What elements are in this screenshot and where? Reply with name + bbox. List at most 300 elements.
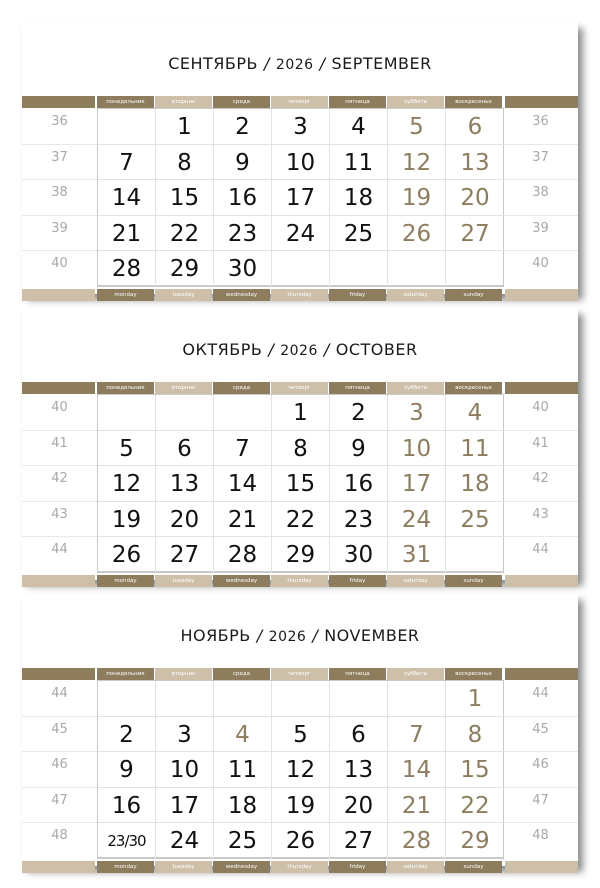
week-number-left: 44 (51, 686, 68, 701)
day-number: 22 (169, 220, 200, 247)
day-number: 1 (467, 686, 483, 712)
row-divider (22, 787, 97, 788)
day-cell (156, 251, 214, 287)
day-number: 15 (460, 757, 490, 783)
row-divider (22, 465, 97, 466)
footer-edge (505, 575, 578, 587)
day-number: 28 (227, 542, 258, 568)
day-number: 25 (227, 828, 258, 854)
weekday-label-ru: пятница (329, 668, 386, 680)
day-cell (272, 502, 330, 538)
day-cell (214, 752, 272, 788)
weekday-label-en: monday (97, 861, 154, 873)
day-cell (388, 681, 446, 717)
day-cell (446, 395, 504, 431)
row-divider (503, 144, 578, 145)
row-divider (503, 430, 578, 431)
day-number: 27 (460, 220, 490, 247)
footer-edge (22, 289, 95, 301)
day-cell (388, 431, 446, 467)
day-cell (98, 466, 156, 502)
weekday-label-en: friday (329, 861, 386, 873)
day-number: 18 (227, 792, 258, 819)
month-block (22, 22, 578, 298)
week-number-left: 36 (51, 114, 68, 129)
day-cell (98, 681, 156, 717)
day-number: 26 (285, 828, 316, 854)
week-number-right: 47 (532, 792, 549, 808)
day-cell (388, 466, 446, 502)
day-number: 20 (343, 792, 374, 819)
day-cell (446, 145, 504, 181)
day-number: 23/30 (107, 832, 146, 850)
day-number: 19 (111, 506, 142, 533)
header-edge (22, 382, 95, 394)
weekday-label-en: tuesday (155, 575, 212, 587)
day-number: 5 (409, 114, 424, 140)
header-edge (505, 96, 578, 108)
day-cell (446, 823, 504, 859)
day-cell (98, 109, 156, 145)
header-edge (505, 382, 578, 394)
day-number: 12 (401, 149, 432, 176)
row-divider (22, 144, 97, 145)
day-cell (214, 823, 272, 859)
weekday-label-en: wednesday (213, 575, 270, 587)
day-number: 3 (177, 721, 192, 748)
day-number: 20 (169, 506, 200, 533)
date-grid (97, 394, 504, 573)
day-number: 13 (460, 149, 490, 176)
title-separator: / (268, 340, 275, 359)
date-grid (97, 680, 504, 859)
day-cell (388, 717, 446, 753)
day-cell (214, 466, 272, 502)
day-cell (156, 823, 214, 859)
weekday-label-en: tuesday (155, 289, 212, 301)
title-separator: / (256, 626, 263, 645)
week-number-right: 36 (532, 114, 549, 129)
day-number: 12 (285, 757, 316, 783)
week-number-right: 44 (532, 542, 549, 557)
week-number-right: 46 (532, 757, 549, 772)
weekday-label-ru: вторник (155, 96, 212, 108)
row-divider (503, 501, 578, 502)
day-number: 8 (293, 435, 308, 462)
week-number-left: 48 (51, 828, 68, 843)
row-divider (22, 501, 97, 502)
day-number: 2 (235, 114, 250, 140)
weekday-label-ru: суббота (387, 382, 444, 394)
day-number: 2 (119, 721, 134, 748)
day-number: 27 (343, 828, 374, 854)
weekday-label-en: monday (97, 575, 154, 587)
day-number: 17 (401, 471, 432, 497)
day-cell (214, 681, 272, 717)
day-cell (98, 431, 156, 467)
day-cell (272, 395, 330, 431)
week-number-right: 45 (532, 721, 549, 737)
weekday-label-en: wednesday (213, 289, 270, 301)
row-divider (22, 250, 97, 251)
day-cell (388, 180, 446, 216)
year-label: 2026 (268, 629, 307, 645)
weekday-footer-en (22, 289, 578, 301)
day-cell (156, 537, 214, 573)
day-number: 11 (227, 757, 258, 783)
day-cell (214, 251, 272, 287)
day-cell (272, 788, 330, 824)
weekday-label-en: sunday (445, 289, 502, 301)
day-cell (446, 180, 504, 216)
day-cell (330, 145, 388, 181)
week-number-right: 48 (532, 828, 549, 843)
week-number-right: 43 (532, 506, 549, 522)
month-block (22, 308, 578, 584)
day-cell (156, 216, 214, 252)
day-cell (156, 109, 214, 145)
weekday-label-en: friday (329, 289, 386, 301)
day-number: 22 (460, 792, 490, 819)
week-number-left: 38 (51, 185, 68, 200)
week-number-right: 41 (532, 435, 549, 451)
day-number: 8 (177, 149, 192, 176)
day-cell (214, 717, 272, 753)
footer-edge (22, 575, 95, 587)
day-number: 20 (460, 185, 490, 211)
day-number: 1 (177, 114, 192, 140)
day-cell (330, 681, 388, 717)
week-number-right: 40 (532, 400, 549, 415)
day-cell (388, 788, 446, 824)
day-cell (272, 752, 330, 788)
row-divider (503, 250, 578, 251)
week-number-left: 40 (51, 400, 68, 415)
day-number: 16 (343, 471, 374, 497)
weekday-label-ru: вторник (155, 668, 212, 680)
weekday-label-en: saturday (387, 289, 444, 301)
title-separator: / (264, 54, 270, 73)
day-number: 6 (177, 435, 192, 462)
weekday-label-ru: четверг (271, 382, 328, 394)
day-number: 21 (111, 220, 142, 247)
row-divider (503, 787, 578, 788)
day-cell (98, 752, 156, 788)
day-number: 5 (119, 435, 134, 462)
day-cell (272, 216, 330, 252)
weekday-label-en: saturday (387, 575, 444, 587)
row-divider (503, 179, 578, 180)
week-number-right: 37 (532, 149, 549, 165)
day-number: 4 (467, 400, 483, 426)
day-number: 7 (409, 721, 424, 748)
day-number: 14 (401, 757, 432, 783)
day-number: 14 (111, 185, 142, 211)
title-separator: / (323, 340, 330, 359)
day-cell (272, 431, 330, 467)
day-cell (446, 717, 504, 753)
day-number: 29 (285, 542, 316, 568)
header-edge (22, 96, 95, 108)
row-divider (22, 536, 97, 537)
day-number: 3 (409, 400, 424, 426)
day-cell (446, 431, 504, 467)
week-number-left: 43 (51, 506, 68, 522)
day-cell (330, 216, 388, 252)
day-number: 6 (351, 721, 366, 748)
month-name-ru: НОЯБРЬ (180, 626, 251, 645)
day-cell (388, 502, 446, 538)
weekday-label-en: thursday (271, 575, 328, 587)
week-number-right: 38 (532, 185, 549, 200)
day-number: 24 (285, 220, 316, 247)
day-cell (330, 180, 388, 216)
weekday-label-en: thursday (271, 289, 328, 301)
day-cell (272, 180, 330, 216)
day-number: 8 (467, 721, 483, 748)
day-number: 14 (227, 471, 258, 497)
day-cell (446, 466, 504, 502)
day-cell (156, 395, 214, 431)
date-grid (97, 108, 504, 287)
day-cell (214, 109, 272, 145)
day-cell (272, 537, 330, 573)
day-number: 31 (401, 542, 432, 568)
weekday-header-ru (22, 668, 578, 680)
day-cell (388, 395, 446, 431)
day-cell (330, 502, 388, 538)
row-divider (503, 822, 578, 823)
day-number: 28 (401, 828, 432, 854)
header-edge (22, 668, 95, 680)
title-separator: / (319, 54, 326, 73)
day-cell (214, 431, 272, 467)
day-cell (98, 395, 156, 431)
weekday-label-ru: воскресенье (445, 96, 502, 108)
weekday-label-ru: среда (213, 668, 270, 680)
day-number: 9 (235, 149, 250, 176)
weekday-label-ru: суббота (387, 668, 444, 680)
day-number: 17 (169, 792, 200, 819)
week-number-right: 44 (532, 686, 549, 701)
day-cell (156, 681, 214, 717)
day-number: 9 (351, 435, 366, 462)
week-number-left: 44 (51, 542, 68, 557)
weekday-header-ru (22, 382, 578, 394)
footer-edge (505, 289, 578, 301)
day-cell (156, 431, 214, 467)
day-cell (388, 537, 446, 573)
week-number-right: 42 (532, 471, 549, 486)
year-label: 2026 (280, 343, 318, 359)
day-number: 23 (227, 220, 258, 247)
weekday-label-ru: пятница (329, 96, 386, 108)
month-title (22, 308, 578, 382)
weekday-label-ru: четверг (271, 96, 328, 108)
footer-edge (22, 861, 95, 873)
day-cell (272, 145, 330, 181)
day-cell (214, 395, 272, 431)
day-cell (214, 502, 272, 538)
month-name-en: SEPTEMBER (331, 54, 432, 73)
day-cell (272, 717, 330, 753)
date-grid-area (22, 394, 578, 575)
day-cell (272, 251, 330, 287)
day-cell (330, 466, 388, 502)
day-number: 18 (460, 471, 490, 497)
week-number-left: 42 (51, 471, 68, 486)
weekday-label-ru: среда (213, 96, 270, 108)
day-cell (446, 251, 504, 287)
week-number-right: 40 (532, 256, 549, 271)
day-number: 10 (401, 435, 432, 462)
weekday-label-ru: понедельник (97, 668, 154, 680)
footer-edge (505, 861, 578, 873)
day-number: 25 (343, 220, 374, 247)
day-number: 10 (169, 757, 200, 783)
week-number-left: 41 (51, 435, 68, 451)
day-cell (156, 752, 214, 788)
day-number: 2 (351, 400, 366, 426)
day-cell (330, 251, 388, 287)
day-cell (388, 823, 446, 859)
header-edge (505, 668, 578, 680)
day-cell (446, 752, 504, 788)
day-cell (214, 216, 272, 252)
weekday-label-ru: четверг (271, 668, 328, 680)
week-number-left: 40 (51, 256, 68, 271)
day-number: 13 (169, 471, 200, 497)
week-number-left: 37 (51, 149, 68, 165)
day-number: 29 (460, 828, 490, 854)
day-cell (98, 251, 156, 287)
title-separator: / (312, 626, 319, 645)
row-divider (22, 430, 97, 431)
day-cell (98, 537, 156, 573)
day-number: 25 (460, 506, 490, 533)
day-number: 30 (343, 542, 374, 568)
day-cell (330, 788, 388, 824)
day-number: 11 (343, 149, 374, 176)
day-number: 4 (351, 114, 366, 140)
day-number: 11 (460, 435, 490, 462)
day-cell (330, 537, 388, 573)
day-number: 16 (111, 792, 142, 819)
day-number: 21 (227, 506, 258, 533)
day-number: 15 (169, 185, 200, 211)
row-divider (503, 465, 578, 466)
day-cell (272, 681, 330, 717)
day-number: 9 (119, 757, 134, 783)
day-number: 7 (235, 435, 250, 462)
day-cell (272, 466, 330, 502)
row-divider (503, 215, 578, 216)
day-cell (156, 502, 214, 538)
month-title (22, 22, 578, 96)
row-divider (22, 215, 97, 216)
day-cell (272, 823, 330, 859)
day-cell (156, 466, 214, 502)
weekday-header-ru (22, 96, 578, 108)
weekday-footer-en (22, 861, 578, 873)
day-number: 5 (293, 721, 308, 748)
weekday-label-ru: воскресенье (445, 382, 502, 394)
week-number-right: 39 (532, 220, 549, 236)
day-cell (330, 395, 388, 431)
weekday-label-en: saturday (387, 861, 444, 873)
month-name-en: OCTOBER (335, 340, 418, 359)
day-cell (388, 752, 446, 788)
day-number: 3 (293, 114, 308, 140)
day-cell (272, 109, 330, 145)
weekday-label-en: friday (329, 575, 386, 587)
month-name-ru: ОКТЯБРЬ (182, 340, 263, 359)
day-cell (98, 180, 156, 216)
weekday-label-ru: понедельник (97, 382, 154, 394)
weekday-label-ru: среда (213, 382, 270, 394)
month-block (22, 594, 578, 870)
day-cell (156, 145, 214, 181)
weekday-label-en: sunday (445, 861, 502, 873)
day-number: 13 (343, 757, 374, 783)
day-number: 27 (169, 542, 200, 568)
week-number-left: 47 (51, 792, 68, 808)
month-name-ru: СЕНТЯБРЬ (168, 54, 259, 73)
weekday-label-en: thursday (271, 861, 328, 873)
day-number: 28 (111, 256, 142, 282)
weekday-label-ru: понедельник (97, 96, 154, 108)
day-cell (156, 788, 214, 824)
weekday-footer-en (22, 575, 578, 587)
day-cell (98, 788, 156, 824)
day-cell (388, 109, 446, 145)
day-number: 22 (285, 506, 316, 533)
row-divider (22, 751, 97, 752)
date-grid-area (22, 108, 578, 289)
day-number: 4 (235, 721, 250, 748)
weekday-label-en: wednesday (213, 861, 270, 873)
weekday-label-ru: воскресенье (445, 668, 502, 680)
day-cell (98, 502, 156, 538)
day-cell (388, 251, 446, 287)
day-cell (446, 109, 504, 145)
day-number: 16 (227, 185, 258, 211)
day-number: 26 (401, 220, 432, 247)
day-cell (98, 216, 156, 252)
day-number: 29 (169, 256, 200, 282)
day-number: 7 (119, 149, 134, 176)
day-cell (214, 788, 272, 824)
weekday-label-en: tuesday (155, 861, 212, 873)
day-number: 24 (169, 828, 200, 854)
row-divider (22, 716, 97, 717)
weekday-label-en: monday (97, 289, 154, 301)
day-number: 6 (467, 114, 483, 140)
day-number: 19 (285, 792, 316, 819)
week-number-left: 39 (51, 220, 68, 236)
day-cell (388, 145, 446, 181)
day-cell (214, 145, 272, 181)
weekday-label-ru: пятница (329, 382, 386, 394)
row-divider (22, 822, 97, 823)
day-number: 17 (285, 185, 316, 211)
day-cell (98, 717, 156, 753)
day-number: 15 (285, 471, 316, 497)
month-title (22, 594, 578, 668)
day-number: 23 (343, 506, 374, 533)
day-number: 12 (111, 471, 142, 497)
day-cell (446, 681, 504, 717)
